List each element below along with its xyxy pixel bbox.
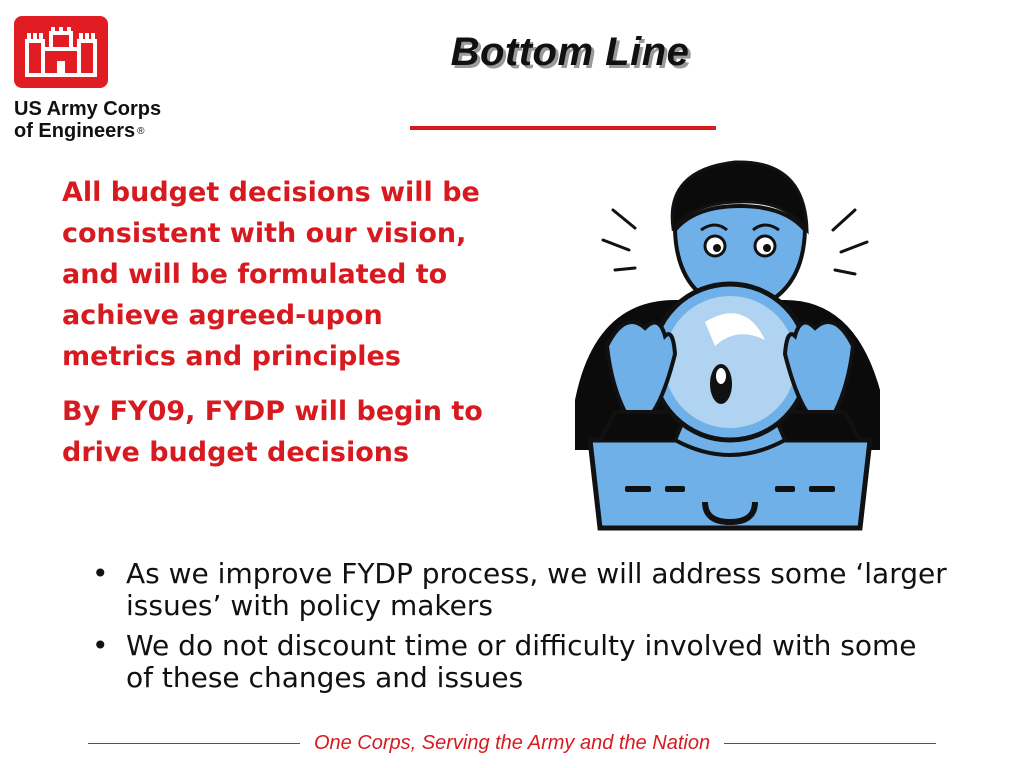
- logo-wordmark: [14, 98, 194, 143]
- logo-line2: of Engineers: [14, 120, 136, 142]
- crystal-ball-clipart: [555, 150, 905, 540]
- registered-mark: ®: [137, 125, 145, 137]
- logo-line2-wrap: [14, 120, 194, 143]
- bullet-dot-icon: •: [92, 557, 109, 590]
- bullet-text: We do not discount time or difficulty involved with some of these changes and issues: [126, 629, 917, 694]
- logo-line1: US Army Corps: [14, 98, 162, 120]
- footer-rule-left: [88, 743, 300, 744]
- key-statements: [62, 172, 542, 473]
- castle-logo-box: [14, 16, 108, 88]
- slide-title: Bottom Line: [450, 30, 690, 74]
- footer: [88, 728, 936, 758]
- bullet-item: [88, 558, 948, 622]
- bullet-dot-icon: •: [92, 629, 109, 662]
- bullet-text: As we improve FYDP process, we will address some ‘larger issues’ with policy makers: [126, 557, 947, 622]
- footer-tagline: One Corps, Serving the Army and the Nation: [313, 731, 711, 754]
- bullet-item: [88, 630, 948, 694]
- footer-rule-right: [724, 743, 936, 744]
- usace-logo: [14, 16, 194, 146]
- bullet-list: [88, 558, 948, 702]
- statement-fy09: By FY09, FYDP will begin to drive budget decisions: [62, 396, 483, 468]
- title-underline: [410, 126, 716, 130]
- castle-icon: [23, 27, 99, 77]
- statement-budget-decisions: All budget decisions will be consistent with our vision, and will be formulated to achieve agreed-upon metrics and principles: [62, 177, 480, 372]
